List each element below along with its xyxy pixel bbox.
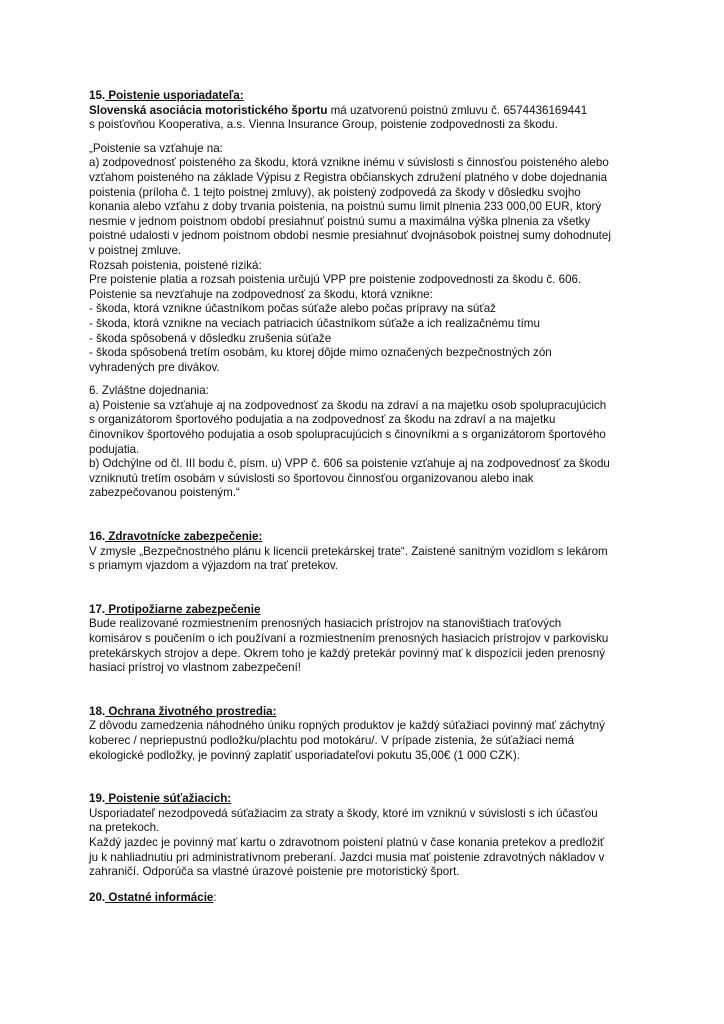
medical-text xyxy=(89,545,649,574)
section-19-heading xyxy=(89,792,649,807)
special-clause-b xyxy=(89,457,649,501)
special-a-line: s organizátorom športového podujatia a na zodpovednosť za škodu na zdraví a na majetku xyxy=(89,413,556,427)
section-number: 18. xyxy=(89,704,106,718)
section-title: Ostatné informácie xyxy=(105,890,214,904)
list-item: - škoda spôsobená tretím osobám, ku ktorej dôjde mimo označených bezpečnostných zón xyxy=(89,346,552,360)
clause-a xyxy=(89,156,649,258)
special-a-line: činovníkov športového podujatia a osob spolupracujúcich s činovníkmi a s organizátorom športového xyxy=(89,428,606,442)
section-16-heading xyxy=(89,530,649,545)
environment-line: koberec / nepriepustnú podložku/plachtu pod motokáru/. V prípade zistenia, že súťažiaci nemá xyxy=(89,733,575,747)
intro-text: má uzatvorenú poistnú zmluvu č. 6574436169441 xyxy=(327,103,588,117)
special-a-line: a) Poistenie sa vzťahuje aj na zodpovednosť za škodu na zdraví a na majetku osob spolupracujúcich xyxy=(89,398,607,412)
competitor-insurance-text xyxy=(89,807,649,880)
section-15 xyxy=(89,89,649,501)
list-item: - škoda spôsobená v dôsledku zrušenia súťaže xyxy=(89,331,332,345)
exclusions-list xyxy=(89,302,649,375)
section-title: Poistenie usporiadateľa: xyxy=(105,89,244,102)
intro-text-line-2: s poisťovňou Kooperativa, a.s. Vienna Insurance Group, poistenie zodpovednosti za škodu. xyxy=(89,118,558,132)
competitor-insurance-line: zahraničí. Odporúča sa vlastné úrazové poistenie pre motoristický šport. xyxy=(89,865,460,879)
association-name: Slovenská asociácia motoristického športu xyxy=(89,103,328,117)
section-15-heading xyxy=(89,89,649,104)
fire-safety-line: komisárov s poučením o ich používaní a rozmiestnením prenosných hasiacich prístrojov v parkovisku xyxy=(89,632,609,645)
scope-title: Rozsah poistenia, poistené riziká: xyxy=(89,258,262,272)
scope-line: Pre poistenie platia a rozsah poistenia určujú VPP pre poistenie zodpovednosti za škodu č. 606. xyxy=(89,273,582,287)
special-b-line: vzniknutú tretím osobám v súvislosti so športovou činnosťou organizovanou alebo inak xyxy=(89,471,534,485)
environment-text xyxy=(89,719,649,763)
special-arrangements-title: 6. Zvláštne dojednania: xyxy=(89,384,209,398)
section-title-colon: : xyxy=(213,890,217,904)
list-item: - škoda, ktorá vznikne účastníkom počas súťaže alebo počas prípravy na súťaž xyxy=(89,302,496,316)
competitor-insurance-line: Usporiadateľ nezodpovedá súťažiacim za straty a škody, ktoré im vzniknú v súvislosti s ich účasťou xyxy=(89,806,598,820)
section-title: Zdravotnícke zabezpečenie: xyxy=(105,530,263,544)
special-a-line: podujatia. xyxy=(89,442,140,456)
list-item: - škoda, ktorá vznikne na veciach patriacich účastníkom súťaže a ich realizačnému tímu xyxy=(89,316,540,330)
section-17-heading xyxy=(89,603,649,618)
clause-a-line: konania alebo vzťahu z doby trvania poistenia, na poistnú sumu limit plnenia 233 000,00 EUR, ktorý xyxy=(89,200,602,214)
clause-a-line: poistenia (príloha č. 1 tejto poistnej zmluvy), ak poistený zodpovedá za škody v dôsledku svojho xyxy=(89,185,581,199)
fire-safety-line: pretekárskych strojov a depe. Okrem toho je každý pretekár povinný mať k dispozícii jeden prenosný xyxy=(89,646,606,660)
section-16 xyxy=(89,530,649,574)
section-title: Poistenie súťažiacich: xyxy=(105,792,232,806)
environment-line: ekologické podložky, je povinný zaplatiť usporiadateľovi pokutu 35,00€ (1 000 CZK). xyxy=(89,748,520,762)
section-number: 19. xyxy=(89,792,106,806)
fire-safety-line: hasiaci prístroj vo vlastnom zabezpečení! xyxy=(89,661,302,675)
clause-a-line: a) zodpovednosť poisteného za škodu, ktorá vznikne inému v súvislosti s činnosťou poisteného alebo xyxy=(89,156,609,170)
clause-a-line: poistné udalosti v jednom poistnom období nesmie presiahnuť dvojnásobok poistnej sumy dohodnutej xyxy=(89,229,611,243)
section-number: 20. xyxy=(89,890,106,904)
special-b-line: zabezpečovanou poisteným.“ xyxy=(89,486,240,500)
section-18-heading xyxy=(89,705,649,720)
section-19 xyxy=(89,792,649,880)
section-17 xyxy=(89,603,649,676)
section-number: 16. xyxy=(89,530,106,544)
list-item: vyhradených pre divákov. xyxy=(89,360,220,374)
special-b-line: b) Odchýlne od čl. III bodu č, písm. u) VPP č. 606 sa poistenie vzťahuje aj na zodpovednosť za škodu xyxy=(89,457,610,471)
section-18 xyxy=(89,705,649,763)
clause-a-line: nesmie v jednom poistnom období presiahnuť poistnú sumu a maximálna výška plnenia za všetky xyxy=(89,214,591,228)
competitor-insurance-line: ju k nahliadnutiu pri administratívnom preberaní. Jazdci musia mať poistenie zdravotných nákladov v xyxy=(89,850,605,864)
document-page xyxy=(89,89,649,905)
scope-text xyxy=(89,273,649,302)
fire-safety-line: Bude realizované rozmiestnením prenosných hasiacich prístrojov na stanovištiach traťových xyxy=(89,617,562,631)
environment-line: Z dôvodu zamedzenia náhodného úniku ropných produktov je každý súťažiaci povinný mať záchytný xyxy=(89,719,605,733)
special-clause-a xyxy=(89,399,649,457)
section-number: 17. xyxy=(89,602,106,616)
competitor-insurance-line: na pretekoch. xyxy=(89,821,160,835)
competitor-insurance-line: Každý jazdec je povinný mať kartu o zdravotnom poistení platnú v čase konania pretekov a predložiť xyxy=(89,835,605,849)
section-20 xyxy=(89,891,649,906)
medical-line: V zmysle „Bezpečnostného plánu k licencii pretekárskej trate“. Zaistené sanitným vozidlom s lekárom xyxy=(89,544,608,558)
section-title: Protipožiarne zabezpečenie xyxy=(105,602,261,616)
section-20-heading xyxy=(89,891,649,906)
section-title: Ochrana životného prostredia: xyxy=(105,704,277,718)
medical-line: s priamym vjazdom a výjazdom na trať pretekov. xyxy=(89,559,338,573)
fire-safety-text xyxy=(89,617,649,675)
clause-a-line: vzťahom poisteného na základe Výpisu z Registra občianskych združení platného v dobe dojednania xyxy=(89,170,608,184)
insurance-quote-open: „Poistenie sa vzťahuje na: xyxy=(89,141,223,155)
organizer-insurance-intro xyxy=(89,104,649,133)
section-number: 15. xyxy=(89,89,106,102)
clause-a-line: v poistnej zmluve. xyxy=(89,243,182,257)
scope-line: Poistenie sa nevzťahuje na zodpovednosť za škodu, ktorá vznikne: xyxy=(89,287,433,301)
